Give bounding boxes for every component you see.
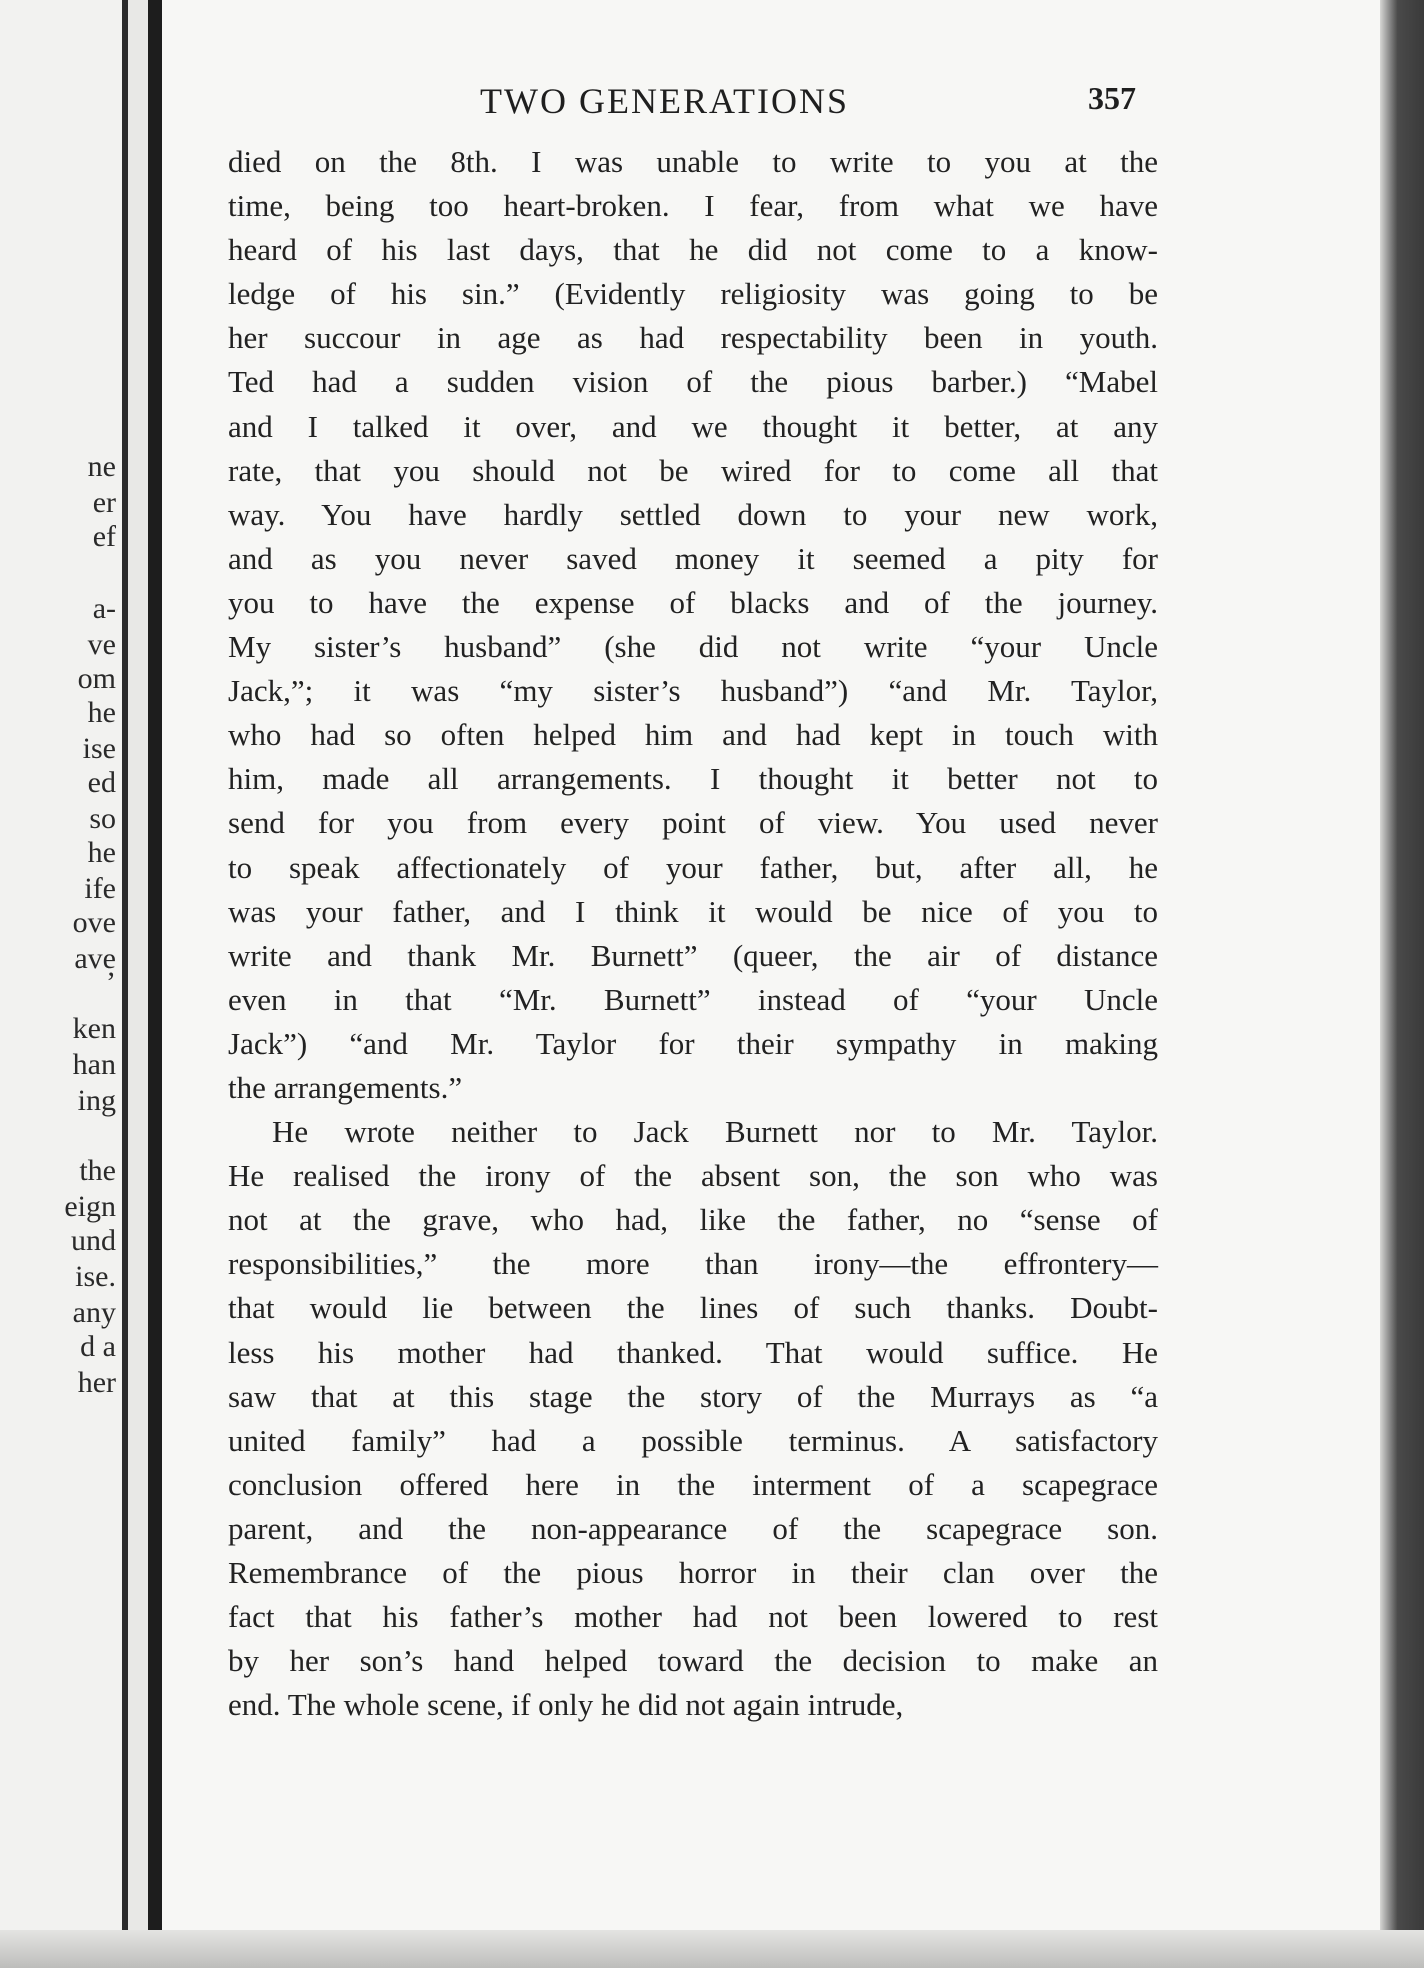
- running-title: TWO GENERATIONS: [480, 81, 849, 121]
- left-page-text-fragment: so: [89, 802, 116, 835]
- text-line: who had so often helped him and had kept in touch with: [228, 717, 1158, 753]
- body-text: [228, 140, 1158, 1727]
- left-page-text-fragment: he: [87, 836, 116, 869]
- left-page-text-fragment: he: [87, 696, 116, 729]
- text-line: you to have the expense of blacks and of the journey.: [228, 584, 1158, 620]
- left-page-text-fragment: a-: [92, 592, 116, 625]
- text-line: and as you never saved money it seemed a pity for: [228, 540, 1158, 576]
- text-line: rate, that you should not be wired for to come all that: [228, 452, 1158, 488]
- left-page-text-fragment: ne: [87, 450, 116, 483]
- text-line: Jack,”; it was “my sister’s husband”) “and Mr. Taylor,: [228, 673, 1158, 709]
- text-line: ledge of his sin.” (Evidently religiosity was going to be: [228, 276, 1158, 312]
- text-line: He realised the irony of the absent son, the son who was: [228, 1158, 1158, 1194]
- text-line: even in that “Mr. Burnett” instead of “your Uncle: [228, 981, 1158, 1017]
- left-page-text-fragment: ise: [82, 732, 116, 765]
- text-line: conclusion offered here in the interment of a scapegrace: [228, 1466, 1158, 1502]
- text-line: her succour in age as had respectability been in youth.: [228, 320, 1158, 356]
- text-line: by her son’s hand helped toward the decision to make an: [228, 1643, 1158, 1679]
- page-bottom-shadow: [0, 1930, 1424, 1968]
- left-page-text-fragment: han: [72, 1048, 116, 1081]
- left-page-text-fragment: ing: [77, 1084, 116, 1117]
- text-line: was your father, and I think it would be nice of you to: [228, 893, 1158, 929]
- left-page-text-fragment: und: [71, 1224, 116, 1257]
- text-line: less his mother had thanked. That would suffice. He: [228, 1334, 1158, 1370]
- text-line: the arrangements.”: [228, 1069, 463, 1105]
- text-line: saw that at this stage the story of the Murrays as “a: [228, 1378, 1158, 1414]
- text-line: He wrote neither to Jack Burnett nor to Mr. Taylor.: [272, 1114, 1158, 1150]
- text-line: Jack”) “and Mr. Taylor for their sympathy in making: [228, 1025, 1158, 1061]
- left-page-text-fragment: ’: [106, 966, 116, 999]
- left-page-text-fragment: d a: [80, 1330, 116, 1363]
- text-line: send for you from every point of view. You used never: [228, 805, 1158, 841]
- text-line: My sister’s husband” (she did not write “your Uncle: [228, 629, 1158, 665]
- text-line: time, being too heart-broken. I fear, from what we have: [228, 188, 1158, 224]
- text-line: write and thank Mr. Burnett” (queer, the air of distance: [228, 937, 1158, 973]
- left-page-text-fragment: ef: [92, 520, 116, 553]
- text-line: responsibilities,” the more than irony—the effrontery—: [228, 1246, 1158, 1282]
- text-line: that would lie between the lines of such thanks. Doubt-: [228, 1290, 1158, 1326]
- text-line: Ted had a sudden vision of the pious barber.) “Mabel: [228, 364, 1158, 400]
- book-gutter: [128, 0, 148, 1968]
- left-page-text-fragment: er: [92, 486, 116, 519]
- text-line: way. You have hardly settled down to your new work,: [228, 496, 1158, 532]
- left-page-text-fragment: ed: [87, 766, 116, 799]
- text-line: died on the 8th. I was unable to write to you at the: [228, 144, 1158, 179]
- text-line: and I talked it over, and we thought it better, at any: [228, 408, 1158, 444]
- text-line: heard of his last days, that he did not come to a know-: [228, 232, 1158, 268]
- left-page-text-fragment: her: [77, 1366, 116, 1399]
- text-line: end. The whole scene, if only he did not again intrude,: [228, 1687, 904, 1723]
- book-edge-shadow: [1380, 0, 1424, 1968]
- left-page-text-fragment: om: [77, 662, 116, 695]
- text-line: not at the grave, who had, like the father, no “sense of: [228, 1202, 1158, 1238]
- left-page-edge: [0, 0, 122, 1968]
- left-page-text-fragment: the: [79, 1154, 116, 1187]
- text-line: fact that his father’s mother had not been lowered to rest: [228, 1599, 1158, 1635]
- left-page-text-fragment: ken: [72, 1012, 116, 1045]
- page-divider-bold: [148, 0, 162, 1968]
- left-page-text-fragment: ave: [74, 942, 116, 975]
- page-number: 357: [1088, 80, 1136, 116]
- text-line: him, made all arrangements. I thought it better not to: [228, 761, 1158, 797]
- left-page-text-fragment: ife: [84, 872, 116, 905]
- left-page-text-fragment: ise.: [75, 1260, 116, 1293]
- left-page-text-fragment: ve: [87, 628, 116, 661]
- text-line: parent, and the non-appearance of the scapegrace son.: [228, 1510, 1158, 1546]
- left-page-text-fragment: ove: [72, 906, 116, 939]
- text-line: united family” had a possible terminus. A satisfactory: [228, 1422, 1158, 1458]
- text-line: to speak affectionately of your father, but, after all, he: [228, 849, 1158, 885]
- left-page-text-fragment: any: [72, 1296, 116, 1329]
- left-page-text-fragment: eign: [64, 1190, 116, 1223]
- text-line: Remembrance of the pious horror in their clan over the: [228, 1555, 1158, 1590]
